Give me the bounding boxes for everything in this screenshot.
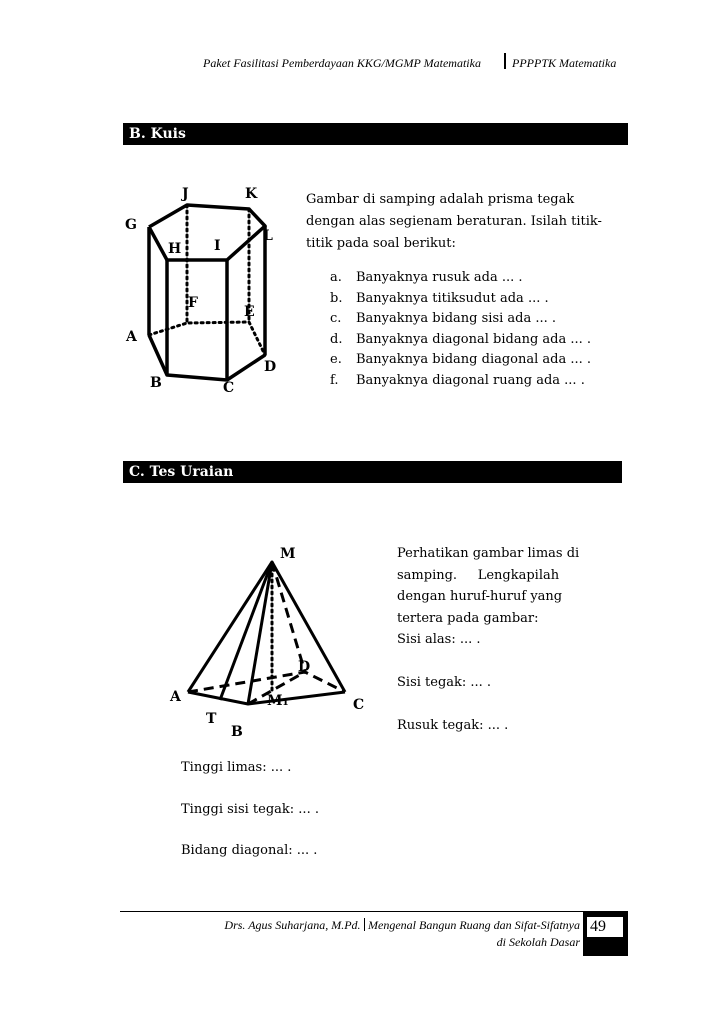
uraian-blank-2 <box>397 694 612 716</box>
page-footer <box>190 917 580 951</box>
pyramid-label-C: C <box>353 697 365 713</box>
section-b-title: B. Kuis <box>123 123 628 145</box>
prism-label-B: B <box>150 375 162 391</box>
tinggi-limas-question: Tinggi limas: ... . <box>181 760 292 775</box>
kuis-question-c: c. Banyaknya bidang sisi ada ... . <box>330 311 557 326</box>
page-number-box <box>583 911 628 956</box>
kuis-question-d: d. Banyaknya diagonal bidang ada ... . <box>330 331 592 347</box>
page-number: 49 <box>587 917 623 937</box>
prism-label-J: J <box>182 186 189 202</box>
kuis-question-b: b. Banyaknya titiksudut ada ... . <box>330 290 549 306</box>
prism-label-K: K <box>245 186 258 202</box>
footer-title-1: Mengenal Bangun Ruang dan Sifat-Sifatnya <box>368 918 580 932</box>
prism-label-E: E <box>244 304 255 320</box>
uraian-line-3: dengan huruf-huruf yang <box>397 589 563 604</box>
prism-label-H: H <box>168 241 182 257</box>
kuis-question-e: e. Banyaknya bidang diagonal ada ... . <box>330 352 592 367</box>
uraian-line-2: samping. Lengkapilah <box>397 567 560 583</box>
pyramid-label-B: B <box>231 724 243 740</box>
pyramid-label-D: D <box>298 659 311 675</box>
pyramid-label-M: M <box>280 546 296 562</box>
pyramid-hidden-M-D <box>272 562 305 672</box>
footer-rule <box>120 911 628 912</box>
prism-label-A: A <box>126 329 137 345</box>
kuis-question-a: a. Banyaknya rusuk ada ... . <box>330 270 523 285</box>
bidang-diagonal-question: Bidang diagonal: ... . <box>181 843 318 858</box>
pyramid-label-T: T <box>206 711 217 727</box>
kuis-intro: Gambar di samping adalah prisma tegak dengan alas segienam beraturan. Isilah titik-titik pada soal berikut: <box>306 192 602 251</box>
prism-label-D: D <box>264 359 277 375</box>
header-right: PPPPTK Matematika <box>512 56 617 70</box>
uraian-line-1: Perhatikan gambar limas di <box>397 546 580 561</box>
hexagonal-prism-figure <box>120 180 290 400</box>
footer-separator <box>364 918 366 931</box>
footer-title-2: di Sekolah Dasar <box>496 935 580 949</box>
uraian-line-4: tertera pada gambar: <box>397 610 539 626</box>
kuis-question-list <box>330 268 591 391</box>
section-c-title: C. Tes Uraian <box>123 461 622 483</box>
prism-label-L: L <box>263 228 273 244</box>
pyramid-label-A: A <box>170 689 181 705</box>
tinggi-sisi-question: Tinggi sisi tegak: ... . <box>181 802 319 817</box>
pyramid-label-M1: M₁ <box>267 693 289 709</box>
prism-label-I: I <box>214 238 221 254</box>
kuis-question-f: f. Banyaknya diagonal ruang ada ... . <box>330 372 585 388</box>
uraian-sisi-alas: Sisi alas: ... . <box>397 632 481 647</box>
prism-label-F: F <box>188 295 198 311</box>
pyramid-figure <box>160 540 400 740</box>
uraian-sisi-tegak: Sisi tegak: ... . <box>397 675 492 690</box>
prism-label-C: C <box>223 380 235 396</box>
pyramid-hidden-base <box>188 672 345 692</box>
uraian-rusuk-tegak: Rusuk tegak: ... . <box>397 718 509 733</box>
uraian-instructions <box>397 543 612 737</box>
uraian-blank-1 <box>397 651 612 673</box>
prism-label-G: G <box>125 217 137 233</box>
footer-author: Drs. Agus Suharjana, M.Pd. <box>224 918 361 932</box>
header-separator <box>504 53 506 69</box>
header-left: Paket Fasilitasi Pemberdayaan KKG/MGMP Matematika <box>203 56 481 70</box>
